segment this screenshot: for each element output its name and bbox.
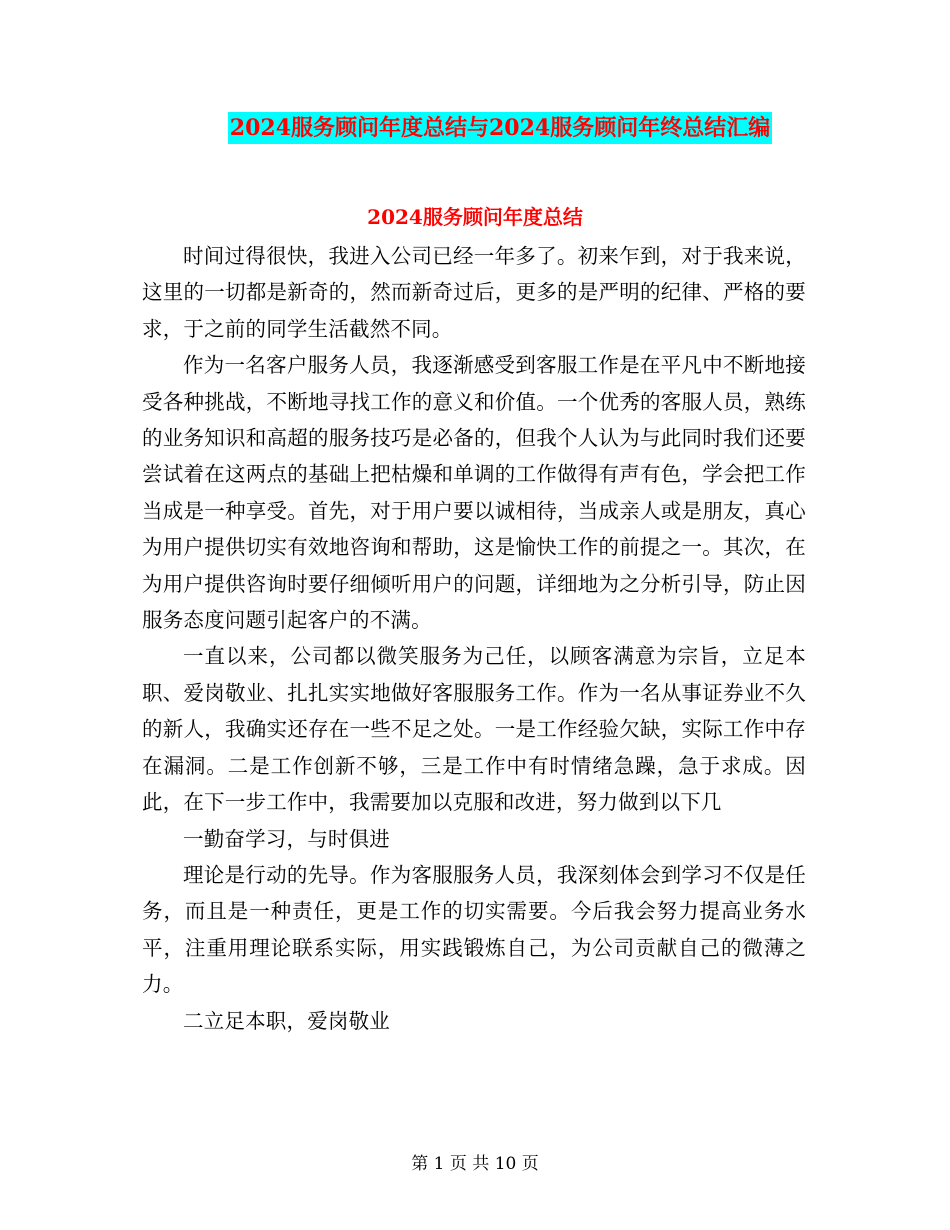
paragraph-heading-1: 一勤奋学习，与时俱进	[183, 826, 390, 851]
paragraph-4: 理论是行动的先导。作为客服服务人员，我深刻体会到学习不仅是任务，而且是一种责任，更是工作的切实需要。今后我会努力提高业务水平，注重用理论联系实际，用实践锻炼自己，为公司贡献自己的微薄之力。	[142, 862, 806, 997]
paragraph-heading-2: 二立足本职，爱岗敬业	[183, 1008, 390, 1033]
document-main-title	[0, 112, 950, 144]
page-number-footer: 第 1 页 共 10 页	[411, 1154, 539, 1174]
paragraph-3: 一直以来，公司都以微笑服务为己任，以顾客满意为宗旨，立足本职、爱岗敬业、扎扎实实地做好客服服务工作。作为一名从事证券业不久的新人，我确实还存在一些不足之处。一是工作经验欠缺，实际工作中存在漏洞。二是工作创新不够，三是工作中有时情绪急躁，急于求成。因此，在下一步工作中，我需要加以克服和改进，努力做到以下几	[142, 644, 806, 815]
document-body	[142, 238, 806, 1039]
main-title-text: 2024服务顾问年度总结与2024服务顾问年终总结汇编	[228, 112, 772, 144]
section-title: 2024服务顾问年度总结	[367, 205, 583, 229]
paragraph-2: 作为一名客户服务人员，我逐渐感受到客服工作是在平凡中不断地接受各种挑战，不断地寻找工作的意义和价值。一个优秀的客服人员，熟练的业务知识和高超的服务技巧是必备的，但我个人认为与此同时我们还要尝试着在这两点的基础上把枯燥和单调的工作做得有声有色，学会把工作当成是一种享受。首先，对于用户要以诚相待，当成亲人或是朋友，真心为用户提供切实有效地咨询和帮助，这是愉快工作的前提之一。其次，在为用户提供咨询时要仔细倾听用户的问题，详细地为之分析引导，防止因服务态度问题引起客户的不满。	[142, 353, 806, 633]
paragraph-1: 时间过得很快，我进入公司已经一年多了。初来乍到，对于我来说，这里的一切都是新奇的，然而新奇过后，更多的是严明的纪律、严格的要求，于之前的同学生活截然不同。	[142, 244, 806, 341]
